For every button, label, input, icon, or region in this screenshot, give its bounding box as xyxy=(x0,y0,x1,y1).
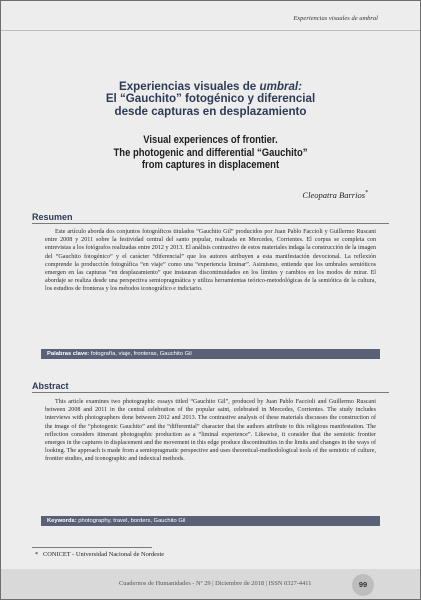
title-spanish xyxy=(1,81,420,118)
resumen-divider xyxy=(32,223,389,224)
title-spanish-line1: Experiencias visuales de umbral: xyxy=(118,80,302,93)
header-divider xyxy=(1,30,420,31)
title-spanish-line2: El “Gauchito” fotogénico y diferencial xyxy=(105,92,316,106)
palabras-clave-bar xyxy=(41,349,380,359)
title-english xyxy=(30,134,390,172)
palabras-clave-values: fotografía, viaje, fronteras, Gauchito Gil xyxy=(90,351,192,357)
abstract-divider xyxy=(32,392,389,393)
abstract-body: This article examines two photographic essays titled “Gauchito Gil”, produced by Juan Pablo Faccioli and Guillermo Ruscani between 2008 and 2011 in the central celebration of the popular saint, celebrated in Mercedes, Corrientes. The study includes interviews with photographers done between 2012 and 2013. The contrastive analysis of these materials discusses the construction of the image of the “photogenic Gauchito” and the “differential” character that the authors attribute to this religious manifestation. The reflection considers itinerant photographic production as a “liminal experience”. Likewise, it consider that the semiotic frontier emerges in the captures in displacement and the movement in this edge produce discontinuities in the limits and changes in the ways of looking. The approach is made from a semiopragmatic perspective and uses theoretical-methodological tools of the semiotic of culture, frontier studies, and iconographic and indexical methods. xyxy=(45,399,376,463)
abstract-heading: Abstract xyxy=(32,381,69,391)
title-english-line1: Visual experiences of frontier. xyxy=(143,134,278,146)
resumen-heading: Resumen xyxy=(32,212,73,222)
journal-citation: Cuadernos de Humanidades - Nº 29 | Diciembre de 2018 | ISSN 0327-4411 xyxy=(119,580,312,587)
footnote-divider xyxy=(32,547,152,548)
title-english-line2: The photogenic and differential “Gauchito” xyxy=(113,146,308,159)
keywords-bar xyxy=(41,516,380,526)
title-english-line3: from captures in displacement xyxy=(141,159,280,172)
author-footnote-mark: * xyxy=(365,190,368,197)
page-header xyxy=(1,1,420,33)
resumen-body: Este artículo aborda dos conjuntos fotográficos titulados “Gauchito Gil” producidos por Juan Pablo Faccioli y Guillermo Ruscani entre 2008 y 2011 sobre la festividad central del santo popular, realizada en Mercedes, Corrientes. El corpus se completa con entrevistas a los fotógrafos realizadas entre 2012 y 2013. El análisis contrastivo de estos materiales indaga la construcción de la imagen del “Gauchito fotogénico” y el carácter “diferencial” que los autores atribuyen a esta manifestación devocional. La reflexión comprende la producción fotográfica “en viaje” como una “experiencia liminar”. Asimismo, entiende que los umbrales semióticos emergen en las capturas “en desplazamiento” que instauran discontinuidades en los límites y cambios en los modos de mirar. El abordaje se realiza desde una perspectiva semiopragmática y utiliza herramientas teórico-metodológicas de la semiótica de la cultura, los estudios de fronteras y los métodos iconográfico e indiciario. xyxy=(45,229,376,293)
footnote: * CONICET - Universidad Nacional de Nordeste xyxy=(35,551,165,558)
page-number-badge: 99 xyxy=(352,574,374,596)
running-title: Experiencias visuales de umbral xyxy=(293,15,378,22)
palabras-clave-label: Palabras clave: xyxy=(47,351,90,357)
author-name: Cleopatra Barrios* xyxy=(302,190,368,200)
keywords-label: Keywords: xyxy=(47,518,77,524)
title-spanish-line3: desde capturas en desplazamiento xyxy=(114,104,307,118)
keywords-values: photography, travel, borders, Gauchito Gil xyxy=(78,518,186,524)
